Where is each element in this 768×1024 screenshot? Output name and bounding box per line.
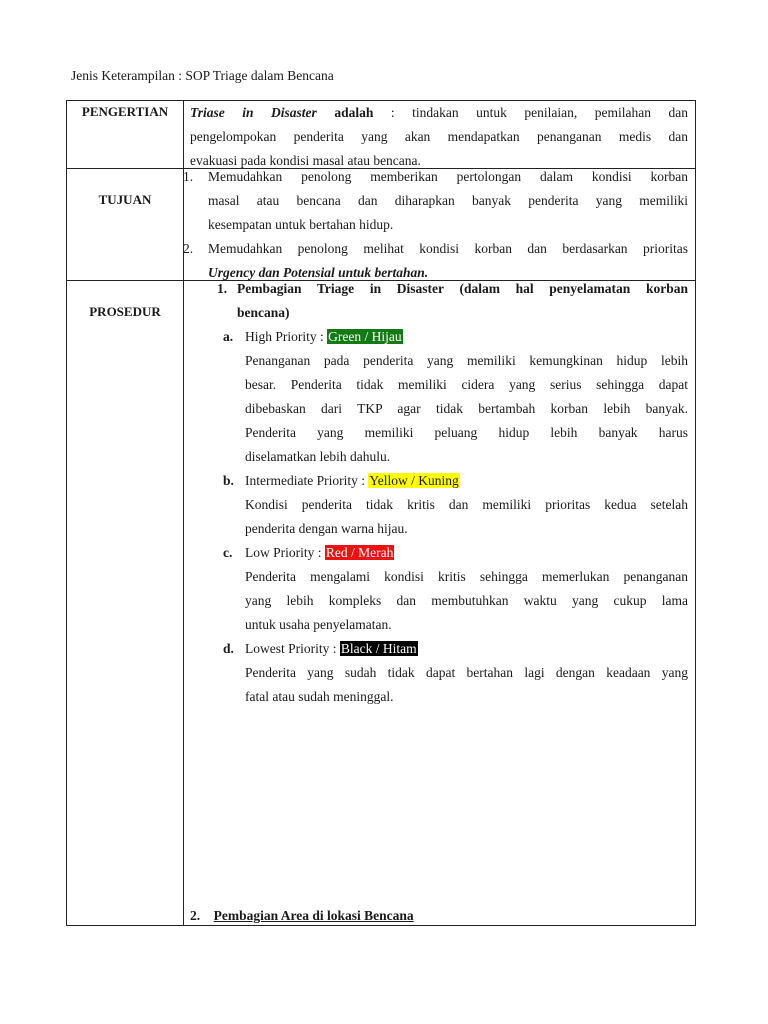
priority-a-desc-5: diselamatkan lebih dahulu. [245, 449, 391, 464]
section-1-title: Pembagian Triage in Disaster (dalam hal penyelamatan korban [237, 281, 688, 296]
tujuan-item-2 [183, 237, 688, 261]
priority-a-color-label: Green / Hijau [328, 329, 402, 344]
section-1-num: 1. [217, 281, 228, 296]
priority-c-color-label: Red / Merah [325, 545, 394, 560]
priority-b-desc-2: penderita dengan warna hijau. [245, 521, 408, 536]
label-prosedur: PROSEDUR [89, 304, 161, 319]
priority-item-d [190, 637, 688, 661]
priority-b-name: Intermediate Priority : [245, 473, 365, 488]
pengertian-term: Triase in Disaster [190, 105, 317, 120]
tujuan-item-2-line-2: Urgency dan Potensial untuk bertahan. [208, 265, 429, 280]
tujuan-item-1 [183, 165, 688, 189]
prosedur-content [190, 277, 688, 709]
priority-item-c [190, 541, 688, 565]
priority-item-b [190, 469, 688, 493]
pengertian-line-2: pengelompokan penderita yang akan mendapatkan penanganan medis dan [190, 129, 688, 144]
sop-table [66, 100, 696, 926]
document-title: Jenis Keterampilan : SOP Triage dalam Bencana [71, 68, 334, 83]
priority-b-color-label: Yellow / Kuning [369, 473, 459, 488]
priority-d-name: Lowest Priority : [245, 641, 337, 656]
section-2-title: Pembagian Area di lokasi Bencana [213, 908, 414, 923]
tujuan-item-1-line-2: masal atau bencana dan diharapkan banyak penderita yang memiliki [208, 193, 688, 208]
pengertian-connector: adalah [334, 105, 374, 120]
priority-d-desc-1: Penderita yang sudah tidak dapat bertahan lagi dengan keadaan yang [245, 665, 688, 680]
tujuan-item-2-line-1: Memudahkan penolong melihat kondisi korban dan berdasarkan prioritas [208, 241, 688, 256]
tujuan-item-2-num: 2. [183, 241, 194, 256]
pengertian-line-3: evakuasi pada kondisi masal atau bencana. [190, 153, 421, 168]
pengertian-line-1 [190, 101, 688, 125]
section-2-heading [190, 904, 688, 928]
label-pengertian: PENGERTIAN [81, 104, 169, 119]
priority-a-desc-4: Penderita yang memiliki peluang hidup lebih banyak harus [245, 425, 688, 440]
priority-c-desc-2: yang lebih kompleks dan membutuhkan waktu yang cukup lama [245, 593, 688, 608]
priority-a-desc-2: besar. Penderita tidak memiliki cidera yang serius sehingga dapat [245, 377, 688, 392]
priority-d-marker: d. [223, 641, 234, 656]
section-1-line-1 [190, 277, 688, 301]
priority-c-name: Low Priority : [245, 545, 322, 560]
priority-d-desc-2: fatal atau sudah meninggal. [245, 689, 394, 704]
pengertian-content [190, 101, 688, 173]
column-divider [183, 101, 184, 925]
tujuan-item-1-num: 1. [183, 169, 194, 184]
section-2-num: 2. [190, 908, 201, 923]
section-1-line-2: bencana) [237, 305, 290, 320]
priority-c-desc-1: Penderita mengalami kondisi kritis sehingga memerlukan penanganan [245, 569, 688, 584]
priority-d-color-label: Black / Hitam [340, 641, 417, 656]
priority-c-marker: c. [223, 545, 233, 560]
priority-c-desc-3: untuk usaha penyelamatan. [245, 617, 392, 632]
priority-b-desc-1: Kondisi penderita tidak kritis dan memiliki prioritas kedua setelah [245, 497, 688, 512]
pengertian-line1-rest: : tindakan untuk penilaian, pemilahan dan [390, 105, 688, 120]
priority-a-desc-3: dibebaskan dari TKP agar tidak bertambah korban lebih banyak. [245, 401, 688, 416]
priority-a-name: High Priority : [245, 329, 324, 344]
tujuan-item-1-line-3: kesempatan untuk bertahan hidup. [208, 217, 394, 232]
priority-item-a [190, 325, 688, 349]
tujuan-item-1-line-1: Memudahkan penolong memberikan pertolongan dalam kondisi korban [208, 169, 688, 184]
priority-b-marker: b. [223, 473, 234, 488]
priority-a-marker: a. [223, 329, 234, 344]
tujuan-content [183, 165, 688, 285]
priority-a-desc-1: Penanganan pada penderita yang memiliki kemungkinan hidup lebih [245, 353, 688, 368]
label-tujuan: TUJUAN [98, 192, 152, 207]
